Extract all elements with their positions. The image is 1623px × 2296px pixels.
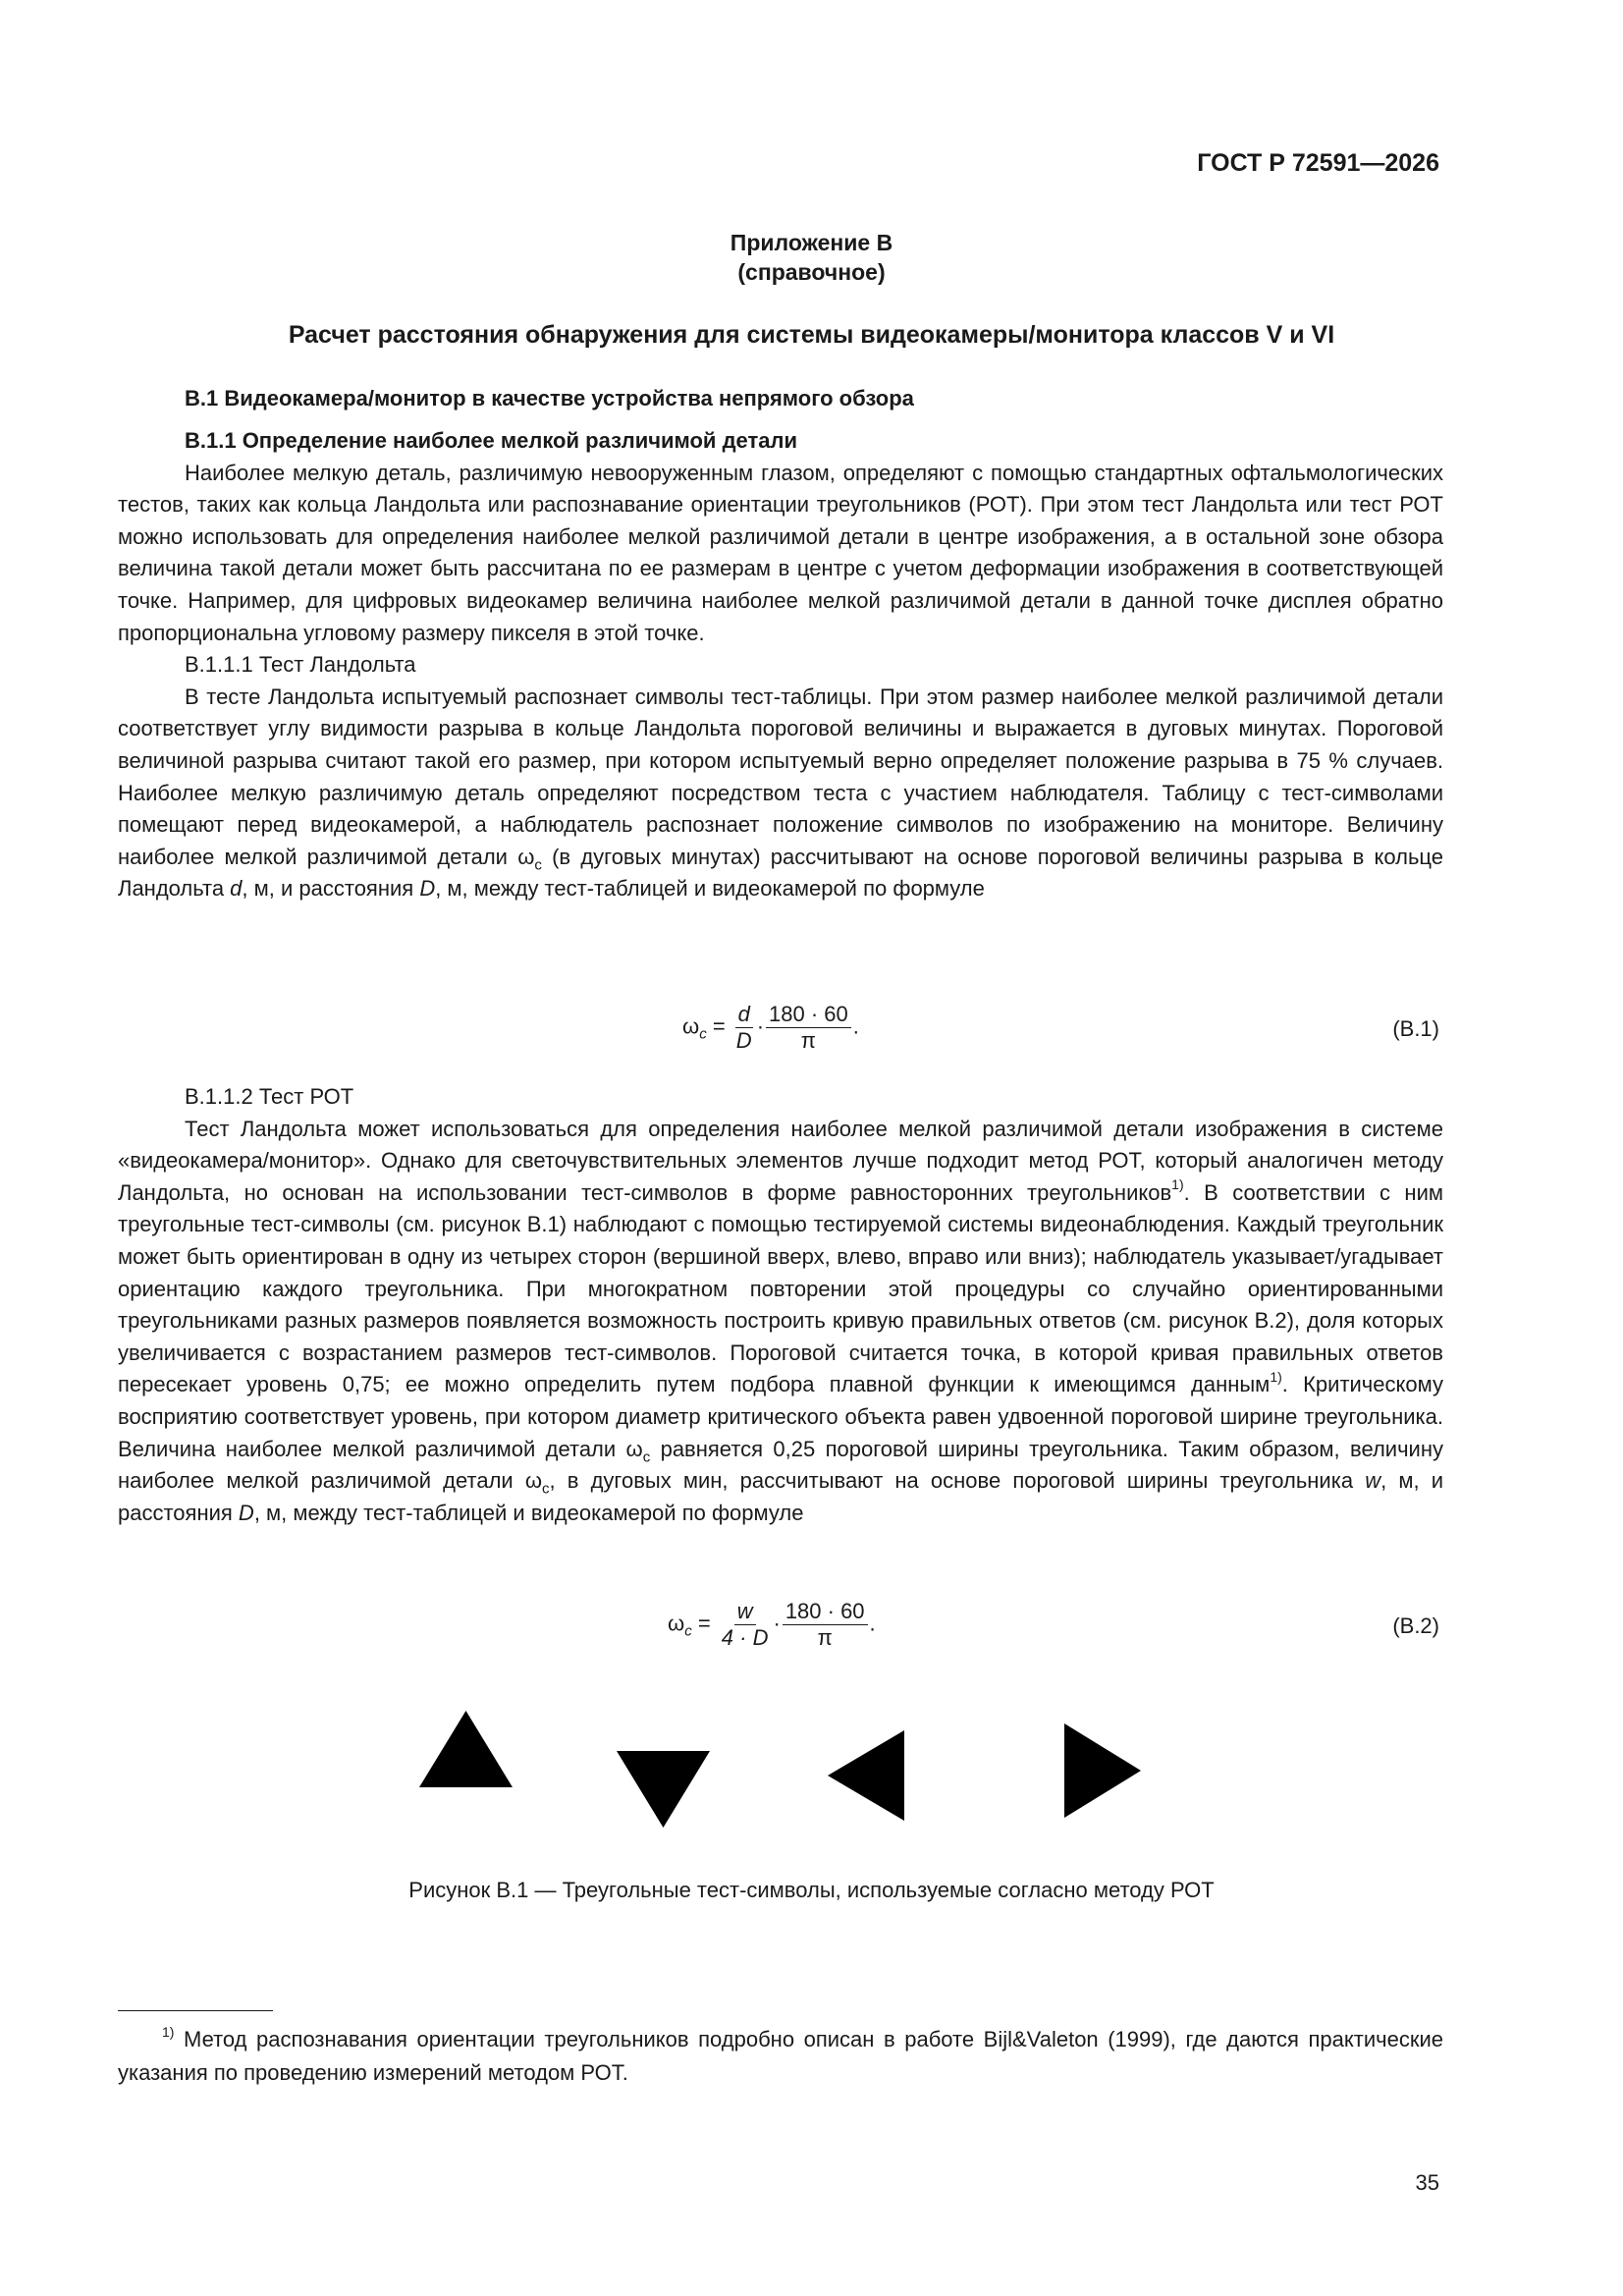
omega-symbol: ω bbox=[517, 844, 535, 869]
figure-caption: Рисунок В.1 — Треугольные тест-символы, используемые согласно методу РОТ bbox=[408, 1878, 1215, 1902]
fraction-d-over-D: $\frac{d}{D}$ bbox=[735, 1002, 752, 1053]
body-text-part1 bbox=[118, 425, 1443, 905]
page-number: 35 bbox=[1415, 2170, 1439, 2195]
paragraph-b111: В тесте Ландольта испытуемый распознает символы тест-таблицы. При этом размер наиболее мелкой различимой детали соответствует углу видимости разрыва в кольце Ландольта пороговой величины и выражается в дуговых минутах. Пороговой величиной разрыва считают такой его размер, при котором испытуемый верно определяет положение разрыва в 75 % случаев. Наиболее мелкую различимую деталь определяют посредством теста с участием наблюдателя. Таблицу с тест-символами помещают перед видеокамерой, а наблюдатель распознает положение символов по изображению на мониторе. Величину наиболее мелкой различимой детали $\omega_c$ (в дуговых минутах) рассчитывают на основе пороговой величины разрыва в кольце Ландольта d, м, и расстояния D, м, между тест-таблицей и видеокамерой по формуле bbox=[118, 683, 1443, 902]
footnote-marker: 1) bbox=[162, 2023, 175, 2040]
appendix-type: (справочное) bbox=[737, 259, 886, 285]
document-code: ГОСТ Р 72591—2026 bbox=[1197, 149, 1439, 177]
footnote-ref: 1) bbox=[1171, 1176, 1184, 1193]
subsection-heading-b112: В.1.1.2 Тест РОТ bbox=[185, 1084, 354, 1109]
footnote: $^{1)}$ Метод распознавания ориентации треугольников подробно описан в работе Bijl&Valeton (1999), где даются практические указания по проведению измерений методом РОТ. bbox=[118, 2023, 1443, 2085]
formula-number-b2: (В.2) bbox=[1392, 1613, 1439, 1638]
omega-symbol: ω bbox=[625, 1436, 643, 1461]
triangle-up-icon bbox=[419, 1711, 513, 1787]
triangle-left-icon bbox=[828, 1730, 904, 1821]
appendix-title: Расчет расстояния обнаружения для системы видеокамеры/монитора классов V и VI bbox=[288, 321, 1335, 349]
section-heading-b11: В.1.1 Определение наиболее мелкой различимой детали bbox=[185, 428, 797, 453]
body-text-part2 bbox=[118, 1081, 1443, 1529]
section-heading-b1: В.1 Видеокамера/монитор в качестве устройства непрямого обзора bbox=[185, 386, 914, 410]
appendix-heading bbox=[0, 228, 1623, 287]
appendix-label: Приложение В bbox=[730, 230, 893, 255]
formula-b2: $\omega_c$ = $\frac{w}{4 \cdot D}$ · $\frac{180 \cdot 60}{\pi}$ . bbox=[668, 1599, 876, 1650]
triangle-right-icon bbox=[1064, 1723, 1141, 1818]
formula-b1: $\omega_c$ = $\frac{d}{D}$ · $\frac{180 \cdot 60}{\pi}$ . bbox=[682, 1002, 859, 1053]
fraction-180x60-over-pi: $\frac{180 \cdot 60}{\pi}$ bbox=[783, 1599, 868, 1651]
subsection-heading-b111: В.1.1.1 Тест Ландольта bbox=[185, 652, 416, 678]
formula-number-b1: (В.1) bbox=[1392, 1016, 1439, 1041]
triangle-down-icon bbox=[617, 1751, 710, 1828]
fraction-180x60-over-pi: $\frac{180 \cdot 60}{\pi}$ bbox=[766, 1002, 851, 1054]
footnote-divider bbox=[118, 2010, 273, 2011]
paragraph-b11: Наиболее мелкую деталь, различимую невооруженным глазом, определяют с помощью стандартных офтальмологических тестов, таких как кольца Ландольта или распознавание ориентации треугольников (РОТ). При этом тест Ландольта или тест РОТ можно использовать для определения наиболее мелкой различимой детали в центре изображения, а в остальной зоне обзора величина такой детали может быть рассчитана по ее размерам в центре с учетом деформации изображения в соответствующей точке. Например, для цифровых видеокамер величина наиболее мелкой различимой детали в данной точке дисплея обратно пропорциональна угловому размеру пикселя в этой точке. bbox=[118, 460, 1443, 645]
fraction-w-over-4D: $\frac{w}{4 \cdot D}$ bbox=[721, 1599, 769, 1650]
footnote-ref: 1) bbox=[1270, 1369, 1282, 1386]
omega-symbol: ω bbox=[524, 1468, 543, 1494]
figure-b1-triangles bbox=[0, 1699, 1623, 1846]
paragraph-b112: Тест Ландольта может использоваться для определения наиболее мелкой различимой детали изображения в системе «видеокамера/монитор». Однако для светочувствительных элементов лучше подходит метод РОТ, который аналогичен методу Ландольта, но основан на использовании тест-символов в форме равносторонних треугольников$^{1)}$. В соответствии с ним треугольные тест-символы (см. рисунок В.1) наблюдают с помощью тестируемой системы видеонаблюдения. Каждый треугольник может быть ориентирован в одну из четырех сторон (вершиной вверх, влево, вправо или вниз); наблюдатель указывает/угадывает ориентацию каждого треугольника. При многократном повторении этой процедуры со случайно ориентированными треугольниками разных размеров появляется возможность построить кривую правильных ответов (см. рисунок В.2), доля которых увеличивается с возрастанием размеров тест-символов. Пороговой считается точка, в которой кривая правильных ответов пересекает уровень 0,75; ее можно определить путем подбора плавной функции к имеющимся данным$^{1)}$. Критическому восприятию соответствует уровень, при котором диаметр критического объекта равен удвоенной пороговой ширине треугольника. Величина наиболее мелкой различимой детали $\omega_c$ равняется 0,25 пороговой ширины треугольника. Таким образом, величину наиболее мелкой различимой детали $\omega_c$, в дуговых мин, рассчитывают на основе пороговой ширины треугольника w, м, и расстояния D, м, между тест-таблицей и видеокамерой по формуле bbox=[118, 1116, 1444, 1525]
